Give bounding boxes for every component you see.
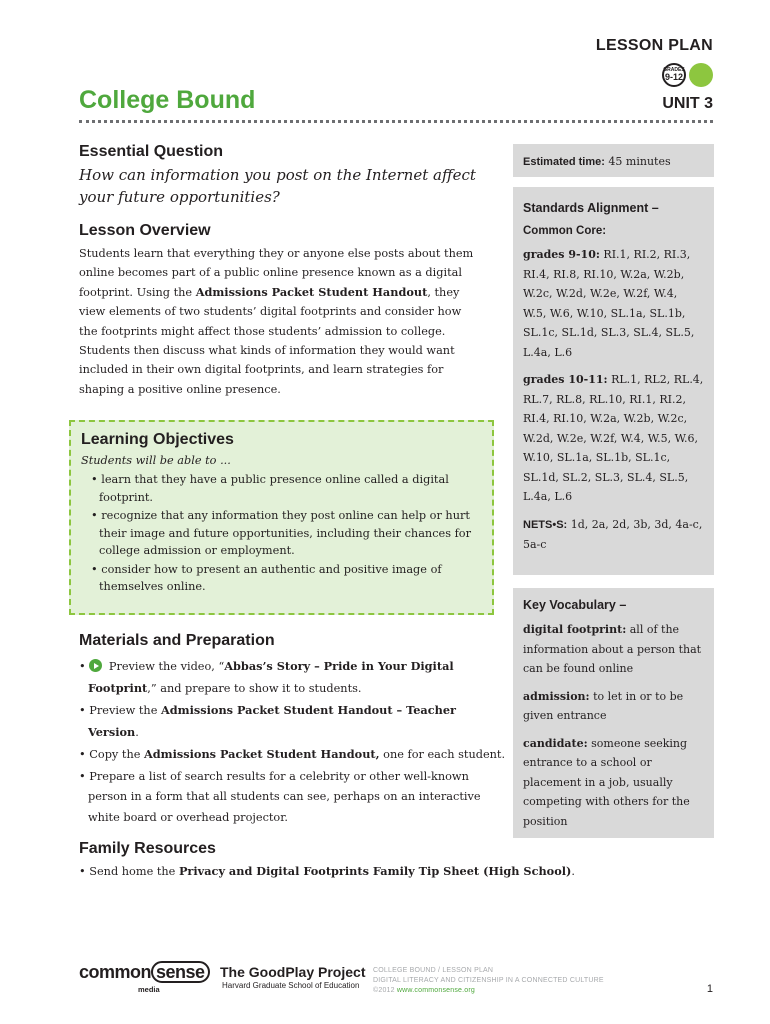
footer-line: COLLEGE BOUND / LESSON PLAN: [373, 967, 494, 974]
lesson-overview-heading: Lesson Overview: [79, 222, 211, 239]
logo-ring-text: sense: [151, 961, 210, 983]
vocab-entry: [523, 734, 704, 832]
grades-label: grades 9-10:: [523, 248, 600, 261]
essential-question-heading: Essential Question: [79, 143, 224, 160]
tip-sheet-title: Privacy and Digital Footprints Family Tip Sheet (High School): [178, 864, 572, 878]
family-resources-section: [79, 840, 699, 881]
standards-panel: [513, 187, 714, 575]
essential-question-text: How can information you post on the Internet affect your future opportunities?: [79, 166, 476, 206]
standards-list: RL.1, RL2, RL.4, RL.7, RL.8, RL.10, RI.1, RI.2, RI.4, RI.10, W.2a, W.2b, W.2c, W.2d, W.2e, W.2f, W.4, W.5, W.6, W.10, SL.1a, SL.1b, SL.1c, SL.1d, SL.2, SL.3, SL.4, SL.5, L.4a, L.6: [523, 373, 704, 503]
item-text: ,” and prepare to show it to students.: [147, 681, 362, 695]
state-seal-icon: [689, 63, 713, 87]
overview-text-part: , they view elements of two students’ digital footprints and consider how the footprints might affect those students’ admission to college. Students then discuss what kinds of information they would want included in their own digital footprints, and learn strategies for shaping a positive online presence.: [79, 285, 462, 396]
copyright: ©2012: [373, 987, 397, 994]
handout-title: Admissions Packet Student Handout,: [144, 747, 380, 761]
header-badges: [662, 63, 713, 87]
handout-title: Admissions Packet Student Handout – Teacher Version: [88, 703, 456, 739]
vocab-entry: [523, 687, 704, 726]
family-resources-text: [79, 862, 699, 881]
item-text: • Send home the: [79, 865, 179, 878]
grade-badge: [662, 63, 686, 87]
grades-10-11-standards: [523, 370, 704, 507]
item-text: one for each student.: [379, 748, 506, 761]
website-link[interactable]: www.commonsense.org: [396, 987, 475, 994]
learning-objectives-intro: Students will be able to ...: [81, 454, 231, 467]
grades-9-10-standards: [523, 245, 704, 362]
vocabulary-heading: Key Vocabulary –: [523, 598, 627, 612]
item-text: • Copy the: [79, 748, 144, 761]
handout-link-text: Admissions Packet Student Handout: [195, 284, 428, 299]
learning-objectives-list: [81, 471, 483, 596]
logo-text: common: [79, 962, 152, 982]
family-resources-heading: Family Resources: [79, 840, 216, 857]
item-text: Preview the video, “: [105, 660, 225, 673]
item-text: • Preview the: [79, 704, 161, 717]
vocab-term: digital footprint:: [523, 623, 627, 636]
bullet: •: [79, 660, 86, 673]
estimated-time-value: 45 minutes: [604, 155, 671, 168]
materials-list: [79, 656, 507, 828]
footer-line: [373, 986, 604, 996]
key-vocabulary-panel: [513, 588, 714, 838]
nets-label: NETS•S:: [523, 518, 568, 531]
vocab-definition: all of the information about a person that can be found online: [523, 623, 702, 675]
page-footer: [0, 955, 770, 1024]
standards-list: RI.1, RI.2, RI.3, RI.4, RI.8, RI.10, W.2a, W.2b, W.2c, W.2d, W.2e, W.2f, W.4, W.5, W.6, W.10, SL.1a, SL.1b, SL.1c, SL.1d, SL.3, SL.4, SL.5, L.4a, L.6: [523, 248, 695, 359]
estimated-time: [523, 152, 704, 173]
list-item: [79, 744, 507, 766]
vocab-definition: someone seeking entrance to a school or placement in a job, usually competing with others for the position: [523, 736, 690, 828]
lesson-overview-text: [79, 244, 479, 399]
common-core-label: Common Core:: [523, 225, 607, 237]
materials-heading: Materials and Preparation: [79, 632, 275, 649]
header-divider: [79, 120, 713, 123]
estimated-time-panel: [513, 144, 714, 177]
lesson-plan-label: LESSON PLAN: [595, 37, 713, 54]
materials-section: [79, 632, 507, 829]
item-text: .: [135, 725, 139, 739]
vocab-term: admission:: [523, 689, 590, 703]
list-item: [79, 700, 507, 743]
learning-objectives-heading: Learning Objectives: [81, 431, 234, 448]
list-item: • learn that they have a public presence online called a digital footprint.: [91, 473, 449, 504]
footer-line: DIGITAL LITERACY AND CITIZENSHIP IN A CONNECTED CULTURE: [373, 977, 604, 984]
goodplay-title: The GoodPlay Project: [220, 964, 366, 980]
common-sense-media-label: media: [138, 985, 160, 994]
item-text: .: [571, 865, 575, 878]
vocab-term: candidate:: [523, 736, 588, 750]
grade-badge-top: GRADES: [663, 67, 685, 73]
common-sense-logo: [79, 961, 210, 983]
play-video-icon[interactable]: [89, 659, 102, 672]
goodplay-subtitle: Harvard Graduate School of Education: [222, 981, 360, 990]
list-item: • Prepare a list of search results for a celebrity or other well-known person in a form that all students can see, perhaps on an interactive white board or overhead projector.: [79, 769, 481, 824]
estimated-time-label: Estimated time:: [523, 156, 605, 168]
standards-list: 1d, 2a, 2d, 3b, 3d, 4a-c, 5a-c: [523, 517, 703, 551]
unit-label: UNIT 3: [662, 95, 713, 112]
learning-objectives-box: [69, 420, 494, 615]
overview-text-part: Students learn that everything they or anyone else posts about them online becomes part of a public online presence known as a digital footprint. Using the: [79, 247, 474, 299]
nets-standards: [523, 515, 704, 555]
main-column: [79, 143, 505, 399]
page-title: College Bound: [79, 86, 256, 114]
vocab-entry: [523, 620, 704, 679]
list-item: • consider how to present an authentic and positive image of themselves online.: [91, 562, 442, 593]
list-item: • recognize that any information they post online can help or hurt their image and future opportunities, including their chances for college admission or employment.: [91, 509, 471, 557]
page-number: 1: [706, 983, 713, 995]
video-title: Abbas’s Story – Pride in Your Digital Footprint: [88, 659, 454, 695]
standards-heading: Standards Alignment –: [523, 201, 659, 215]
grade-badge-range: 9-12: [664, 72, 683, 82]
vocab-definition: to let in or to be given entrance: [523, 689, 684, 722]
grades-label: grades 10-11:: [523, 373, 608, 386]
list-item: [79, 656, 507, 699]
footer-meta: [373, 966, 604, 996]
